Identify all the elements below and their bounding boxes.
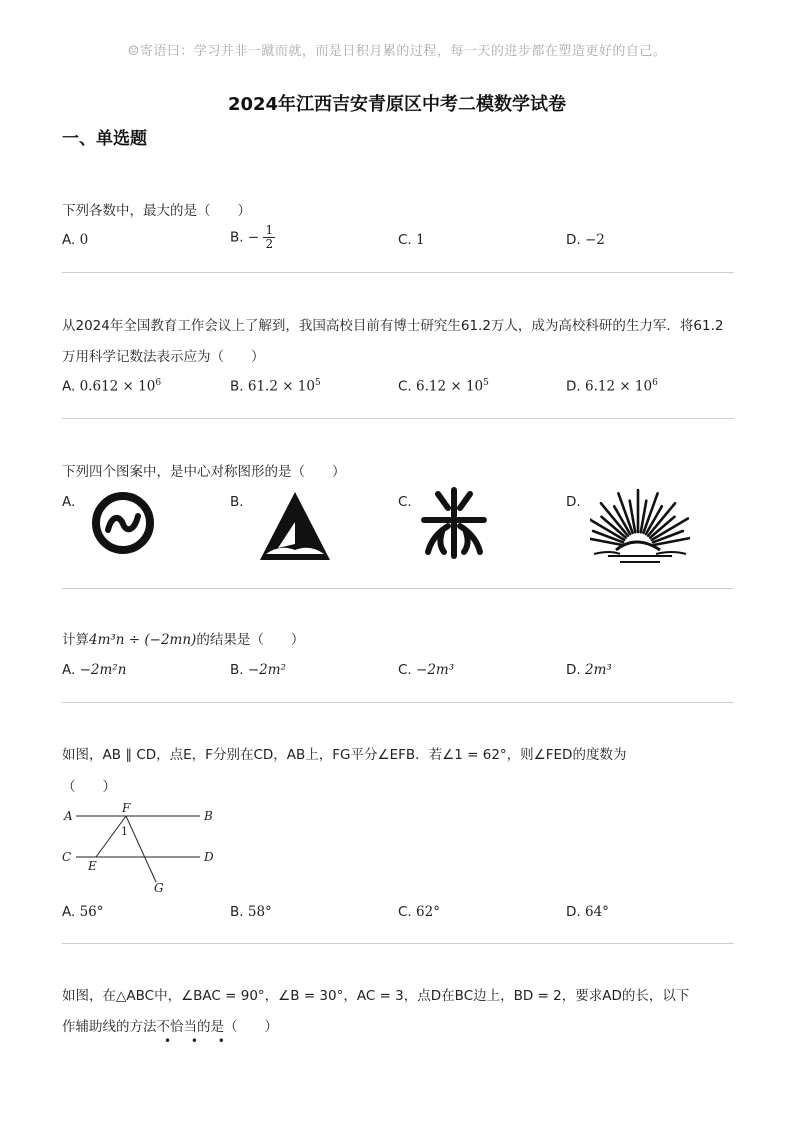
option-letter: C. (398, 494, 412, 510)
divider (62, 272, 734, 273)
option-letter: C. (398, 904, 412, 920)
option-letter: C. (398, 378, 412, 395)
stylized-character-figure (418, 486, 492, 560)
divider (62, 943, 734, 944)
q3-option-a[interactable] (62, 494, 75, 510)
option-letter: C. (398, 232, 412, 248)
option-text: 64° (584, 904, 609, 920)
motto-header: ☺寄语曰：学习并非一蹴而就，而是日积月累的过程，每一天的进步都在塑造更好的自己。 (127, 44, 667, 59)
divider (62, 588, 734, 589)
emphasis-dots: • • • (164, 1034, 233, 1048)
option-text: 1 (416, 232, 425, 248)
option-letter: A. (62, 494, 76, 510)
triangle-book-figure (256, 488, 336, 564)
option-sign: − (247, 229, 260, 246)
q1-option-d[interactable] (566, 232, 605, 248)
option-text: −2m³ (416, 662, 455, 678)
fraction-numerator: 1 (265, 223, 274, 237)
option-letter: D. (566, 232, 581, 248)
q4-option-b[interactable] (230, 662, 286, 678)
q1-option-a[interactable] (62, 232, 88, 248)
rising-sun-figure (590, 484, 690, 566)
question-5-stem-line1: 如图，AB ∥ CD，点E，F分别在CD，AB上，FG平分∠EFB．若∠1 = 62°，则∠FED的度数为 (62, 747, 627, 763)
label-f: F (122, 801, 131, 815)
option-base: 6.12 × 10 (584, 378, 653, 395)
q5-option-c[interactable] (398, 904, 440, 920)
swirl-circle-figure (88, 488, 158, 558)
option-letter: D. (566, 904, 581, 920)
section-heading: 一、单选题 (62, 129, 147, 149)
q4-option-d[interactable] (566, 662, 612, 678)
fraction (263, 224, 275, 251)
question-4-stem (62, 625, 734, 655)
option-base: 0.612 × 10 (79, 378, 156, 395)
stem-suffix: 的结果是（ ） (196, 632, 305, 648)
option-text: 62° (416, 904, 440, 920)
question-6-stem-line2: 作辅助线的方法不恰当的是（ ） (62, 1019, 278, 1035)
option-exponent: 6 (652, 378, 658, 388)
option-text: 58° (247, 904, 272, 920)
stem-prefix: 计算 (62, 632, 89, 648)
option-letter: B. (230, 378, 244, 395)
label-a: A (64, 809, 73, 823)
option-text: 0 (79, 232, 89, 248)
option-exponent: 6 (155, 378, 162, 388)
q3-option-d[interactable] (566, 494, 581, 510)
option-letter: A. (62, 232, 76, 248)
q1-option-c[interactable] (398, 232, 425, 248)
option-base: 61.2 × 10 (247, 378, 315, 395)
page-title: 2024年江西吉安青原区中考二模数学试卷 (227, 94, 567, 115)
q5-option-a[interactable] (62, 904, 104, 920)
q1-option-b[interactable] (230, 224, 275, 251)
question-1-stem: 下列各数中，最大的是（ ） (62, 203, 251, 219)
option-letter: C. (398, 662, 412, 678)
q4-option-c[interactable] (398, 662, 454, 678)
divider (62, 702, 734, 703)
option-text: 2m³ (584, 662, 612, 678)
question-3-stem: 下列四个图案中，是中心对称图形的是（ ） (62, 464, 346, 480)
question-6-stem-line1: 如图，在△ABC中，∠BAC = 90°，∠B = 30°，AC = 3，点D在BC边上，BD = 2，要求AD的长，以下 (62, 988, 690, 1004)
option-base: 6.12 × 10 (416, 378, 484, 395)
label-d: D (204, 850, 214, 864)
label-g: G (154, 881, 164, 895)
option-letter: B. (230, 494, 244, 510)
option-letter: B. (230, 662, 244, 678)
angle-label: 1 (121, 825, 128, 838)
q4-option-a[interactable] (62, 662, 126, 678)
stem-expression: 4m³n ÷ (−2mn) (89, 632, 197, 648)
option-letter: D. (566, 378, 581, 395)
q3-option-b[interactable] (230, 494, 244, 510)
option-letter: A. (62, 662, 76, 678)
option-text: 56° (79, 904, 104, 920)
divider (62, 418, 734, 419)
question-5-stem-line2: （ ） (62, 779, 116, 795)
q3-option-c[interactable] (398, 494, 412, 510)
option-letter: A. (62, 904, 76, 920)
option-letter: B. (230, 904, 244, 920)
label-e: E (88, 859, 97, 873)
option-exponent: 5 (483, 378, 489, 388)
question-2-stem-line2: 万用科学记数法表示应为（ ） (62, 349, 265, 365)
option-letter: B. (230, 229, 244, 246)
option-text: −2 (584, 232, 605, 248)
option-exponent: 5 (315, 378, 321, 388)
option-letter: D. (566, 494, 581, 510)
q2-option-d[interactable] (566, 378, 658, 395)
label-c: C (62, 850, 72, 864)
q5-option-b[interactable] (230, 904, 272, 920)
q2-option-b[interactable] (230, 378, 321, 395)
q5-option-d[interactable] (566, 904, 609, 920)
label-b: B (204, 809, 213, 823)
parallel-lines-figure (60, 800, 220, 896)
option-letter: A. (62, 378, 76, 395)
option-text: −2m²n (79, 662, 127, 678)
q2-option-a[interactable] (62, 378, 161, 395)
fraction-denominator: 2 (265, 237, 274, 251)
q2-option-c[interactable] (398, 378, 489, 395)
option-text: −2m² (247, 662, 286, 678)
question-2-stem-line1: 从2024年全国教育工作会议上了解到，我国高校目前有博士研究生61.2万人，成为高校科研的生力军．将61.2 (62, 318, 724, 334)
option-letter: D. (566, 662, 581, 678)
